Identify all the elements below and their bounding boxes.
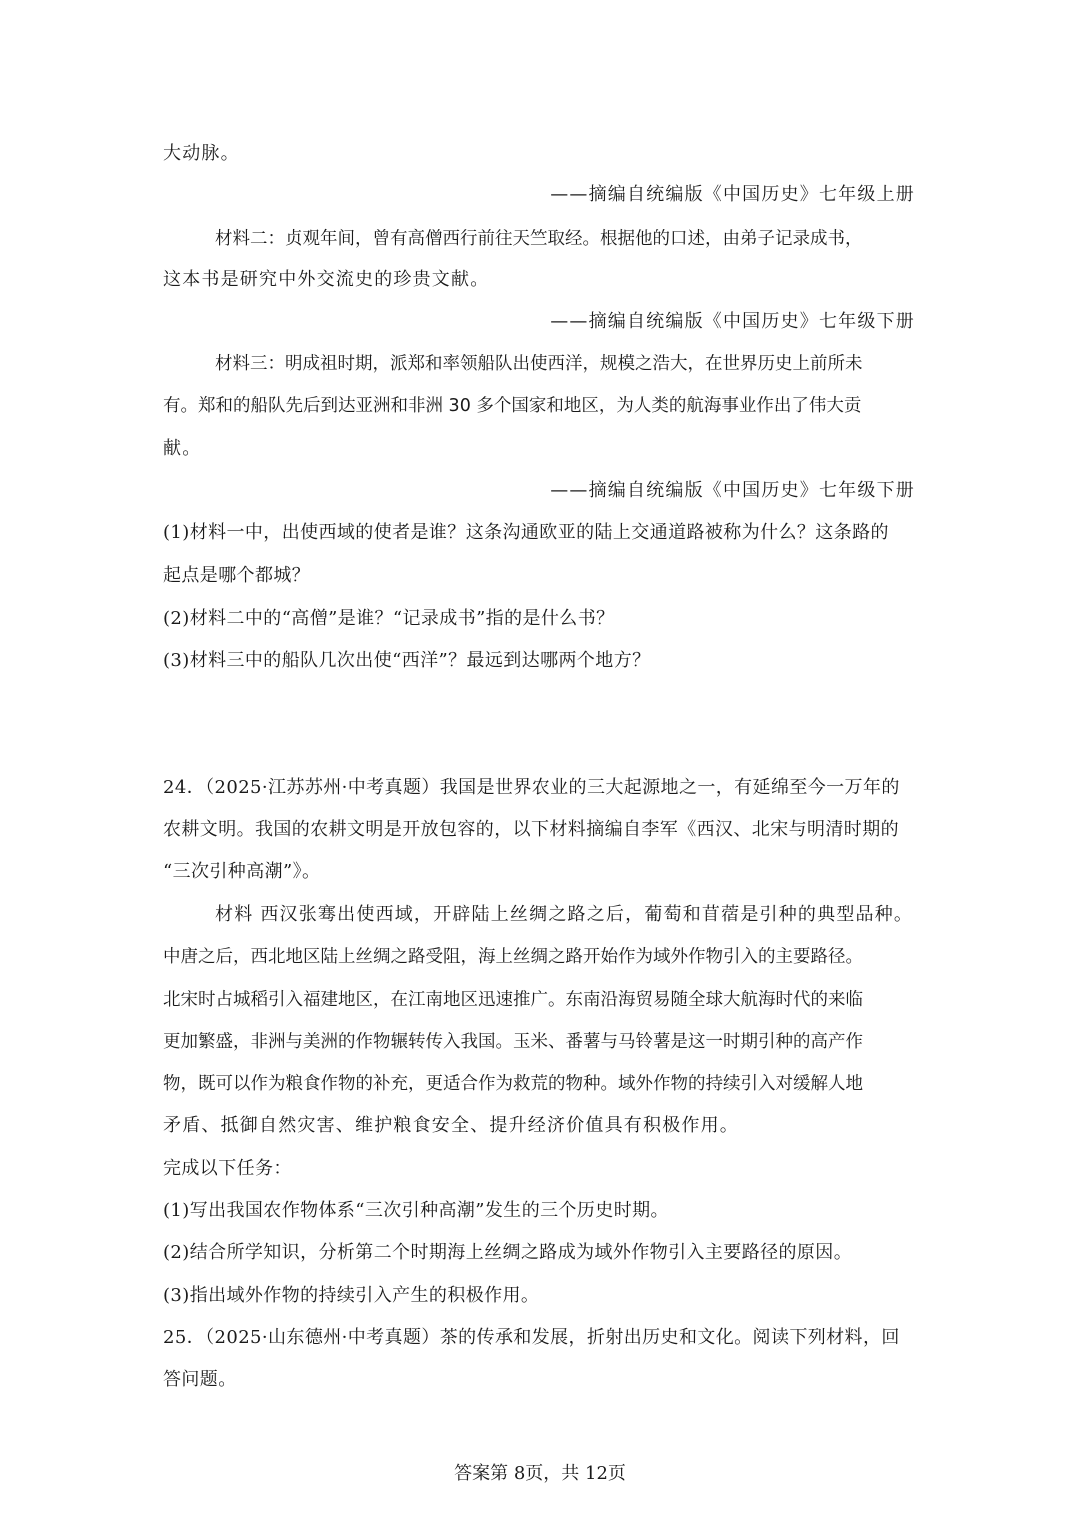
q23-subquestion-2: (2)材料二中的“高僧”是谁？“记录成书”指的是什么书？	[163, 608, 615, 629]
page-footer: 答案第 8页，共 12页	[454, 1463, 626, 1484]
material-three-line-2: 有。郑和的船队先后到达亚洲和非洲 30 多个国家和地区，为人类的航海事业作出了伟大贡	[163, 396, 862, 416]
q24-material-line-2: 中唐之后，西北地区陆上丝绸之路受阻，海上丝绸之路开始作为域外作物引入的主要路径。	[163, 947, 863, 967]
source-citation-1: ——摘编自统编版《中国历史》七年级上册	[550, 184, 915, 205]
q24-material-line-6: 矛盾、抵御自然灾害、维护粮食安全、提升经济价值具有积极作用。	[163, 1115, 739, 1136]
material-two-line-1: 材料二：贞观年间，曾有高僧西行前往天竺取经。根据他的口述，由弟子记录成书，	[215, 229, 863, 249]
q24-material-line-4: 更加繁盛，非洲与美洲的作物辗转传入我国。玉米、番薯与马铃薯是这一时期引种的高产作	[163, 1032, 863, 1052]
q24-task-3: (3)指出域外作物的持续引入产生的积极作用。	[163, 1285, 540, 1306]
q24-material-line-5: 物，既可以作为粮食作物的补充，更适合作为救荒的物种。域外作物的持续引入对缓解人地	[163, 1074, 863, 1094]
material-three-line-1: 材料三：明成祖时期，派郑和率领船队出使西洋，规模之浩大，在世界历史上前所未	[215, 354, 863, 374]
source-citation-2: ——摘编自统编版《中国历史》七年级下册	[550, 311, 915, 332]
q24-stem-line-3: “三次引种高潮”》。	[163, 861, 321, 882]
q24-stem-line-1: 24．（2025·江苏苏州·中考真题）我国是世界农业的三大起源地之一，有延绵至今一万年的	[163, 777, 900, 798]
q24-task-1: (1)写出我国农作物体系“三次引种高潮”发生的三个历史时期。	[163, 1200, 669, 1221]
material-two-line-2: 这本书是研究中外交流史的珍贵文献。	[163, 269, 490, 290]
q23-subquestion-1-line-2: 起点是哪个都城？	[163, 565, 311, 586]
source-citation-3: ——摘编自统编版《中国历史》七年级下册	[550, 480, 915, 501]
q24-material-line-3: 北宋时占城稻引入福建地区，在江南地区迅速推广。东南沿海贸易随全球大航海时代的来临	[163, 990, 863, 1010]
q24-task-heading: 完成以下任务：	[163, 1158, 292, 1179]
q25-stem-line-2: 答问题。	[163, 1369, 237, 1390]
q24-task-2: (2)结合所学知识，分析第二个时期海上丝绸之路成为域外作物引入主要路径的原因。	[163, 1242, 853, 1263]
q23-subquestion-1-line-1: (1)材料一中，出使西域的使者是谁？这条沟通欧亚的陆上交通道路被称为什么？这条路的	[163, 522, 889, 543]
q24-stem-line-2: 农耕文明。我国的农耕文明是开放包容的，以下材料摘编自李军《西汉、北宋与明清时期的	[163, 819, 899, 840]
material-three-line-3: 献。	[163, 438, 202, 459]
q23-subquestion-3: (3)材料三中的船队几次出使“西洋”？最远到达哪两个地方？	[163, 650, 651, 671]
material-one-tail: 大动脉。	[163, 143, 240, 164]
q25-stem-line-1: 25．（2025·山东德州·中考真题）茶的传承和发展，折射出历史和文化。阅读下列材料，回	[163, 1327, 900, 1348]
q24-material-line-1: 材料 西汉张骞出使西域，开辟陆上丝绸之路之后，葡萄和苜蓿是引种的典型品种。	[215, 904, 914, 925]
